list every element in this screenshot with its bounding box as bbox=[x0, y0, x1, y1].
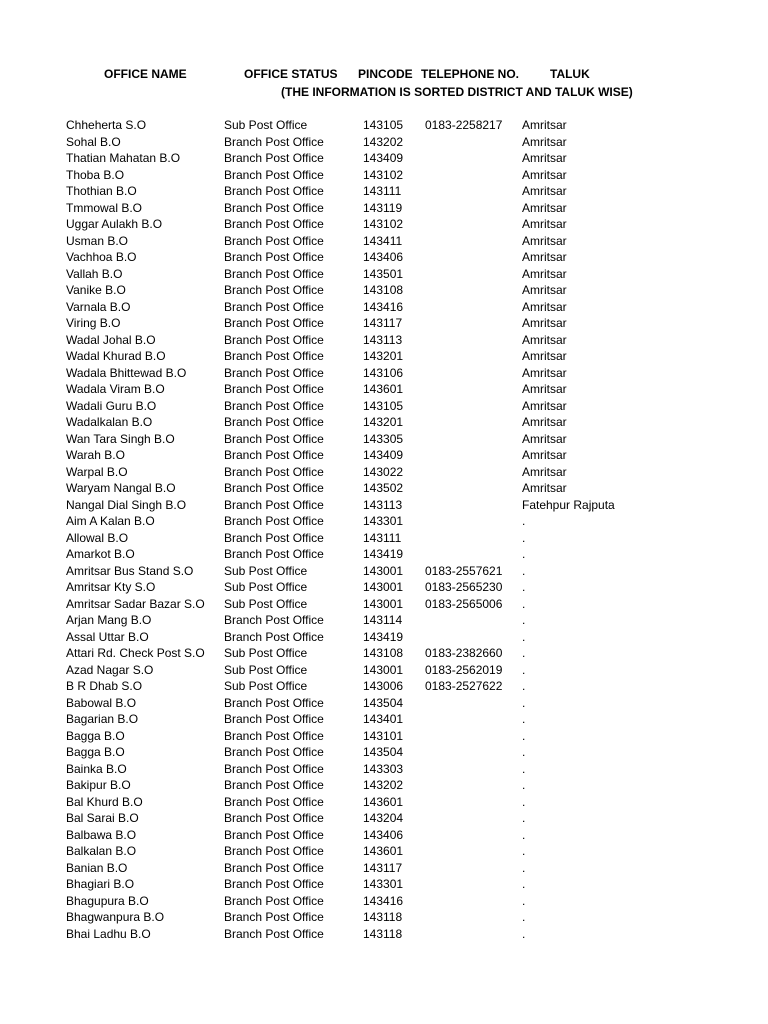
table-row bbox=[0, 744, 768, 761]
taluk-cell: . bbox=[522, 728, 526, 743]
office-status-cell: Branch Post Office bbox=[224, 712, 324, 726]
office-name-cell: Balkalan B.O bbox=[66, 844, 137, 858]
office-name-cell: Wadal Khurad B.O bbox=[66, 349, 166, 363]
telephone-cell: 0183-2382660 bbox=[425, 646, 503, 660]
taluk-cell: Amritsar bbox=[522, 448, 567, 462]
taluk-cell: Amritsar bbox=[522, 233, 567, 248]
office-status-cell: Sub Post Office bbox=[224, 679, 308, 693]
office-status-cell: Branch Post Office bbox=[224, 860, 324, 875]
office-name-cell: Wadala Bhittewad B.O bbox=[66, 365, 187, 380]
pincode-cell: 143108 bbox=[363, 283, 404, 297]
taluk-cell: Amritsar bbox=[522, 382, 567, 396]
office-status-cell: Branch Post Office bbox=[224, 448, 324, 462]
office-status-cell: Branch Post Office bbox=[224, 613, 324, 627]
table-row bbox=[0, 315, 768, 332]
office-status-cell: Branch Post Office bbox=[224, 844, 324, 858]
table-row bbox=[0, 431, 768, 448]
taluk-cell: Amritsar bbox=[522, 464, 567, 479]
office-status-cell: Branch Post Office bbox=[224, 283, 324, 297]
office-name-cell: Wadala Viram B.O bbox=[66, 382, 165, 396]
pincode-cell: 143111 bbox=[363, 184, 402, 198]
office-name-cell: Chheherta S.O bbox=[66, 118, 147, 132]
office-status-cell: Branch Post Office bbox=[224, 530, 324, 545]
office-status-cell: Branch Post Office bbox=[224, 811, 324, 825]
taluk-cell: . bbox=[522, 844, 526, 858]
office-status-cell: Branch Post Office bbox=[224, 217, 324, 231]
taluk-cell: Amritsar bbox=[522, 184, 567, 198]
office-name-cell: Aim A Kalan B.O bbox=[66, 514, 155, 528]
office-name-cell: Wan Tara Singh B.O bbox=[66, 431, 175, 446]
table-row bbox=[0, 876, 768, 893]
taluk-cell: Amritsar bbox=[522, 415, 567, 429]
office-status-cell: Branch Post Office bbox=[224, 910, 324, 924]
office-name-cell: Vanike B.O bbox=[66, 283, 126, 297]
taluk-cell: . bbox=[522, 629, 526, 644]
pincode-cell: 143504 bbox=[363, 695, 404, 710]
pincode-cell: 143416 bbox=[363, 299, 404, 314]
office-status-cell: Branch Post Office bbox=[224, 695, 324, 710]
office-status-cell: Branch Post Office bbox=[224, 349, 324, 363]
header-pincode: PINCODE bbox=[358, 67, 413, 81]
office-status-cell: Branch Post Office bbox=[224, 481, 324, 495]
telephone-cell: 0183-2258217 bbox=[425, 118, 503, 132]
table-row bbox=[0, 464, 768, 481]
pincode-cell: 143105 bbox=[363, 118, 404, 132]
table-row bbox=[0, 266, 768, 283]
table-row bbox=[0, 398, 768, 415]
table-row bbox=[0, 827, 768, 844]
table-row bbox=[0, 233, 768, 250]
office-name-cell: Bagarian B.O bbox=[66, 712, 139, 726]
office-name-cell: Warah B.O bbox=[66, 448, 125, 462]
office-name-cell: Allowal B.O bbox=[66, 530, 129, 545]
office-name-cell: Wadali Guru B.O bbox=[66, 398, 157, 413]
table-row bbox=[0, 893, 768, 910]
office-status-cell: Branch Post Office bbox=[224, 778, 324, 792]
table-row bbox=[0, 695, 768, 712]
table-row bbox=[0, 810, 768, 827]
table-row bbox=[0, 662, 768, 679]
table-row bbox=[0, 381, 768, 398]
office-name-cell: Vallah B.O bbox=[66, 266, 123, 281]
taluk-cell: Amritsar bbox=[522, 316, 567, 330]
office-name-cell: Waryam Nangal B.O bbox=[66, 481, 176, 495]
pincode-cell: 143305 bbox=[363, 431, 404, 446]
office-name-cell: Thothian B.O bbox=[66, 184, 137, 198]
taluk-cell: . bbox=[522, 877, 526, 891]
taluk-cell: Amritsar bbox=[522, 200, 567, 215]
taluk-cell: . bbox=[522, 712, 526, 726]
office-name-cell: B R Dhab S.O bbox=[66, 679, 143, 693]
office-name-cell: Uggar Aulakh B.O bbox=[66, 217, 163, 231]
office-name-cell: Amritsar Bus Stand S.O bbox=[66, 563, 194, 578]
pincode-cell: 143406 bbox=[363, 250, 404, 264]
office-status-cell: Branch Post Office bbox=[224, 497, 324, 512]
office-name-cell: Nangal Dial Singh B.O bbox=[66, 497, 187, 512]
office-status-cell: Branch Post Office bbox=[224, 299, 324, 314]
table-row bbox=[0, 678, 768, 695]
office-status-cell: Branch Post Office bbox=[224, 200, 324, 215]
office-status-cell: Branch Post Office bbox=[224, 794, 324, 809]
table-row bbox=[0, 134, 768, 151]
telephone-cell: 0183-2557621 bbox=[425, 563, 503, 578]
table-row bbox=[0, 365, 768, 382]
office-status-cell: Branch Post Office bbox=[224, 745, 324, 759]
office-status-cell: Sub Post Office bbox=[224, 646, 308, 660]
table-row bbox=[0, 761, 768, 778]
office-status-cell: Branch Post Office bbox=[224, 316, 324, 330]
office-name-cell: Amarkot B.O bbox=[66, 547, 135, 561]
pincode-cell: 143201 bbox=[363, 349, 404, 363]
pincode-cell: 143201 bbox=[363, 415, 404, 429]
office-name-cell: Wadalkalan B.O bbox=[66, 415, 153, 429]
office-name-cell: Thatian Mahatan B.O bbox=[66, 151, 181, 165]
pincode-cell: 143504 bbox=[363, 745, 404, 759]
table-row bbox=[0, 480, 768, 497]
taluk-cell: . bbox=[522, 745, 526, 759]
table-row bbox=[0, 843, 768, 860]
office-name-cell: Bal Sarai B.O bbox=[66, 811, 139, 825]
taluk-cell: . bbox=[522, 530, 526, 545]
taluk-cell: . bbox=[522, 794, 526, 809]
table-row bbox=[0, 348, 768, 365]
table-row bbox=[0, 530, 768, 547]
office-name-cell: Bhai Ladhu B.O bbox=[66, 926, 151, 941]
pincode-cell: 143411 bbox=[363, 233, 403, 248]
taluk-cell: . bbox=[522, 563, 526, 578]
pincode-cell: 143106 bbox=[363, 365, 404, 380]
header-taluk: TALUK bbox=[550, 67, 590, 81]
table-row bbox=[0, 612, 768, 629]
taluk-cell: Amritsar bbox=[522, 398, 567, 413]
pincode-cell: 143108 bbox=[363, 646, 404, 660]
office-status-cell: Branch Post Office bbox=[224, 151, 324, 165]
office-name-cell: Bagga B.O bbox=[66, 728, 125, 743]
taluk-cell: Amritsar bbox=[522, 167, 567, 182]
office-name-cell: Amritsar Sadar Bazar S.O bbox=[66, 596, 205, 611]
taluk-cell: Amritsar bbox=[522, 266, 567, 281]
office-status-cell: Branch Post Office bbox=[224, 893, 324, 908]
taluk-cell: Amritsar bbox=[522, 151, 567, 165]
telephone-cell: 0183-2565006 bbox=[425, 596, 503, 611]
office-status-cell: Branch Post Office bbox=[224, 514, 324, 528]
office-name-cell: Babowal B.O bbox=[66, 695, 137, 710]
office-name-cell: Amritsar Kty S.O bbox=[66, 580, 156, 594]
office-name-cell: Bhagupura B.O bbox=[66, 893, 149, 908]
pincode-cell: 143105 bbox=[363, 398, 404, 413]
office-name-cell: Banian B.O bbox=[66, 860, 128, 875]
office-status-cell: Branch Post Office bbox=[224, 415, 324, 429]
pincode-cell: 143118 bbox=[363, 926, 403, 941]
taluk-cell: . bbox=[522, 811, 526, 825]
taluk-cell: Amritsar bbox=[522, 134, 567, 149]
table-row bbox=[0, 497, 768, 514]
table-row bbox=[0, 299, 768, 316]
office-status-cell: Branch Post Office bbox=[224, 431, 324, 446]
table-row bbox=[0, 926, 768, 943]
office-name-cell: Tmmowal B.O bbox=[66, 200, 143, 215]
table-row bbox=[0, 117, 768, 134]
pincode-cell: 143114 bbox=[363, 613, 403, 627]
table-row bbox=[0, 513, 768, 530]
table-row bbox=[0, 332, 768, 349]
pincode-cell: 143601 bbox=[363, 382, 404, 396]
office-status-cell: Branch Post Office bbox=[224, 266, 324, 281]
taluk-cell: . bbox=[522, 646, 526, 660]
office-status-cell: Branch Post Office bbox=[224, 926, 324, 941]
pincode-cell: 143502 bbox=[363, 481, 404, 495]
table-row bbox=[0, 414, 768, 431]
post-office-table bbox=[0, 117, 768, 942]
office-status-cell: Sub Post Office bbox=[224, 580, 308, 594]
pincode-cell: 143001 bbox=[363, 563, 404, 578]
taluk-cell: . bbox=[522, 514, 526, 528]
office-name-cell: Warpal B.O bbox=[66, 464, 128, 479]
pincode-cell: 143001 bbox=[363, 662, 404, 677]
pincode-cell: 143113 bbox=[363, 497, 403, 512]
header-office-name: OFFICE NAME bbox=[104, 67, 187, 81]
office-status-cell: Branch Post Office bbox=[224, 134, 324, 149]
office-status-cell: Branch Post Office bbox=[224, 547, 324, 561]
table-row bbox=[0, 150, 768, 167]
pincode-cell: 143416 bbox=[363, 893, 404, 908]
table-row bbox=[0, 249, 768, 266]
office-name-cell: Viring B.O bbox=[66, 316, 121, 330]
taluk-cell: . bbox=[522, 596, 526, 611]
office-status-cell: Branch Post Office bbox=[224, 250, 324, 264]
office-status-cell: Sub Post Office bbox=[224, 118, 308, 132]
pincode-cell: 143409 bbox=[363, 151, 404, 165]
table-row bbox=[0, 909, 768, 926]
office-name-cell: Azad Nagar S.O bbox=[66, 662, 154, 677]
office-name-cell: Attari Rd. Check Post S.O bbox=[66, 646, 205, 660]
office-name-cell: Wadal Johal B.O bbox=[66, 332, 156, 347]
header-subtitle: (THE INFORMATION IS SORTED DISTRICT AND TALUK WISE) bbox=[281, 85, 633, 99]
office-status-cell: Sub Post Office bbox=[224, 662, 308, 677]
pincode-cell: 143102 bbox=[363, 167, 404, 182]
table-row bbox=[0, 167, 768, 184]
table-row bbox=[0, 777, 768, 794]
pincode-cell: 143118 bbox=[363, 910, 403, 924]
office-name-cell: Bhagwanpura B.O bbox=[66, 910, 165, 924]
office-status-cell: Branch Post Office bbox=[224, 233, 324, 248]
taluk-cell: . bbox=[522, 893, 526, 908]
office-name-cell: Varnala B.O bbox=[66, 299, 131, 314]
taluk-cell: Amritsar bbox=[522, 349, 567, 363]
pincode-cell: 143117 bbox=[363, 316, 403, 330]
office-name-cell: Bakipur B.O bbox=[66, 778, 131, 792]
taluk-cell: . bbox=[522, 910, 526, 924]
pincode-cell: 143001 bbox=[363, 596, 404, 611]
pincode-cell: 143501 bbox=[363, 266, 404, 281]
pincode-cell: 143301 bbox=[363, 514, 404, 528]
table-row bbox=[0, 629, 768, 646]
taluk-cell: . bbox=[522, 827, 526, 842]
taluk-cell: . bbox=[522, 926, 526, 941]
taluk-cell: Amritsar bbox=[522, 365, 567, 380]
office-status-cell: Branch Post Office bbox=[224, 398, 324, 413]
taluk-cell: . bbox=[522, 662, 526, 677]
office-name-cell: Bhagiari B.O bbox=[66, 877, 135, 891]
header-office-status: OFFICE STATUS bbox=[244, 67, 338, 81]
pincode-cell: 143202 bbox=[363, 134, 404, 149]
pincode-cell: 143022 bbox=[363, 464, 404, 479]
office-name-cell: Bainka B.O bbox=[66, 761, 127, 776]
pincode-cell: 143204 bbox=[363, 811, 404, 825]
office-name-cell: Usman B.O bbox=[66, 233, 129, 248]
pincode-cell: 143101 bbox=[363, 728, 404, 743]
office-status-cell: Branch Post Office bbox=[224, 365, 324, 380]
office-name-cell: Balbawa B.O bbox=[66, 827, 137, 842]
pincode-cell: 143111 bbox=[363, 530, 402, 545]
taluk-cell: Fatehpur Rajputa bbox=[522, 497, 615, 512]
pincode-cell: 143119 bbox=[363, 200, 403, 215]
office-status-cell: Branch Post Office bbox=[224, 332, 324, 347]
taluk-cell: Amritsar bbox=[522, 283, 567, 297]
office-name-cell: Bal Khurd B.O bbox=[66, 794, 143, 809]
taluk-cell: Amritsar bbox=[522, 250, 567, 264]
pincode-cell: 143202 bbox=[363, 778, 404, 792]
taluk-cell: Amritsar bbox=[522, 118, 567, 132]
taluk-cell: Amritsar bbox=[522, 217, 567, 231]
table-row bbox=[0, 728, 768, 745]
table-row bbox=[0, 282, 768, 299]
pincode-cell: 143006 bbox=[363, 679, 404, 693]
table-row bbox=[0, 546, 768, 563]
table-row bbox=[0, 183, 768, 200]
office-status-cell: Branch Post Office bbox=[224, 184, 324, 198]
pincode-cell: 143303 bbox=[363, 761, 404, 776]
taluk-cell: Amritsar bbox=[522, 299, 567, 314]
office-name-cell: Vachhoa B.O bbox=[66, 250, 137, 264]
office-status-cell: Branch Post Office bbox=[224, 167, 324, 182]
taluk-cell: Amritsar bbox=[522, 481, 567, 495]
pincode-cell: 143601 bbox=[363, 794, 404, 809]
pincode-cell: 143601 bbox=[363, 844, 404, 858]
office-status-cell: Sub Post Office bbox=[224, 563, 308, 578]
pincode-cell: 143301 bbox=[363, 877, 404, 891]
taluk-cell: . bbox=[522, 547, 526, 561]
taluk-cell: . bbox=[522, 613, 526, 627]
office-status-cell: Sub Post Office bbox=[224, 596, 308, 611]
taluk-cell: Amritsar bbox=[522, 431, 567, 446]
table-row bbox=[0, 447, 768, 464]
table-row bbox=[0, 860, 768, 877]
table-row bbox=[0, 563, 768, 580]
pincode-cell: 143401 bbox=[363, 712, 404, 726]
table-row bbox=[0, 579, 768, 596]
table-row bbox=[0, 200, 768, 217]
taluk-cell: . bbox=[522, 580, 526, 594]
pincode-cell: 143102 bbox=[363, 217, 404, 231]
table-row bbox=[0, 711, 768, 728]
table-row bbox=[0, 645, 768, 662]
office-name-cell: Assal Uttar B.O bbox=[66, 629, 149, 644]
office-name-cell: Bagga B.O bbox=[66, 745, 125, 759]
taluk-cell: . bbox=[522, 761, 526, 776]
office-status-cell: Branch Post Office bbox=[224, 761, 324, 776]
taluk-cell: . bbox=[522, 679, 526, 693]
table-row bbox=[0, 216, 768, 233]
office-status-cell: Branch Post Office bbox=[224, 629, 324, 644]
taluk-cell: Amritsar bbox=[522, 332, 567, 347]
telephone-cell: 0183-2527622 bbox=[425, 679, 503, 693]
office-status-cell: Branch Post Office bbox=[224, 827, 324, 842]
telephone-cell: 0183-2562019 bbox=[425, 662, 503, 677]
telephone-cell: 0183-2565230 bbox=[425, 580, 503, 594]
pincode-cell: 143409 bbox=[363, 448, 404, 462]
taluk-cell: . bbox=[522, 778, 526, 792]
pincode-cell: 143001 bbox=[363, 580, 404, 594]
taluk-cell: . bbox=[522, 860, 526, 875]
table-row bbox=[0, 596, 768, 613]
office-name-cell: Thoba B.O bbox=[66, 167, 125, 182]
pincode-cell: 143419 bbox=[363, 547, 404, 561]
pincode-cell: 143117 bbox=[363, 860, 403, 875]
pincode-cell: 143113 bbox=[363, 332, 403, 347]
taluk-cell: . bbox=[522, 695, 526, 710]
office-name-cell: Sohal B.O bbox=[66, 134, 121, 149]
pincode-cell: 143406 bbox=[363, 827, 404, 842]
header-telephone: TELEPHONE NO. bbox=[421, 67, 520, 81]
office-name-cell: Arjan Mang B.O bbox=[66, 613, 152, 627]
office-status-cell: Branch Post Office bbox=[224, 382, 324, 396]
office-status-cell: Branch Post Office bbox=[224, 877, 324, 891]
pincode-cell: 143419 bbox=[363, 629, 404, 644]
office-status-cell: Branch Post Office bbox=[224, 464, 324, 479]
table-row bbox=[0, 794, 768, 811]
office-status-cell: Branch Post Office bbox=[224, 728, 324, 743]
